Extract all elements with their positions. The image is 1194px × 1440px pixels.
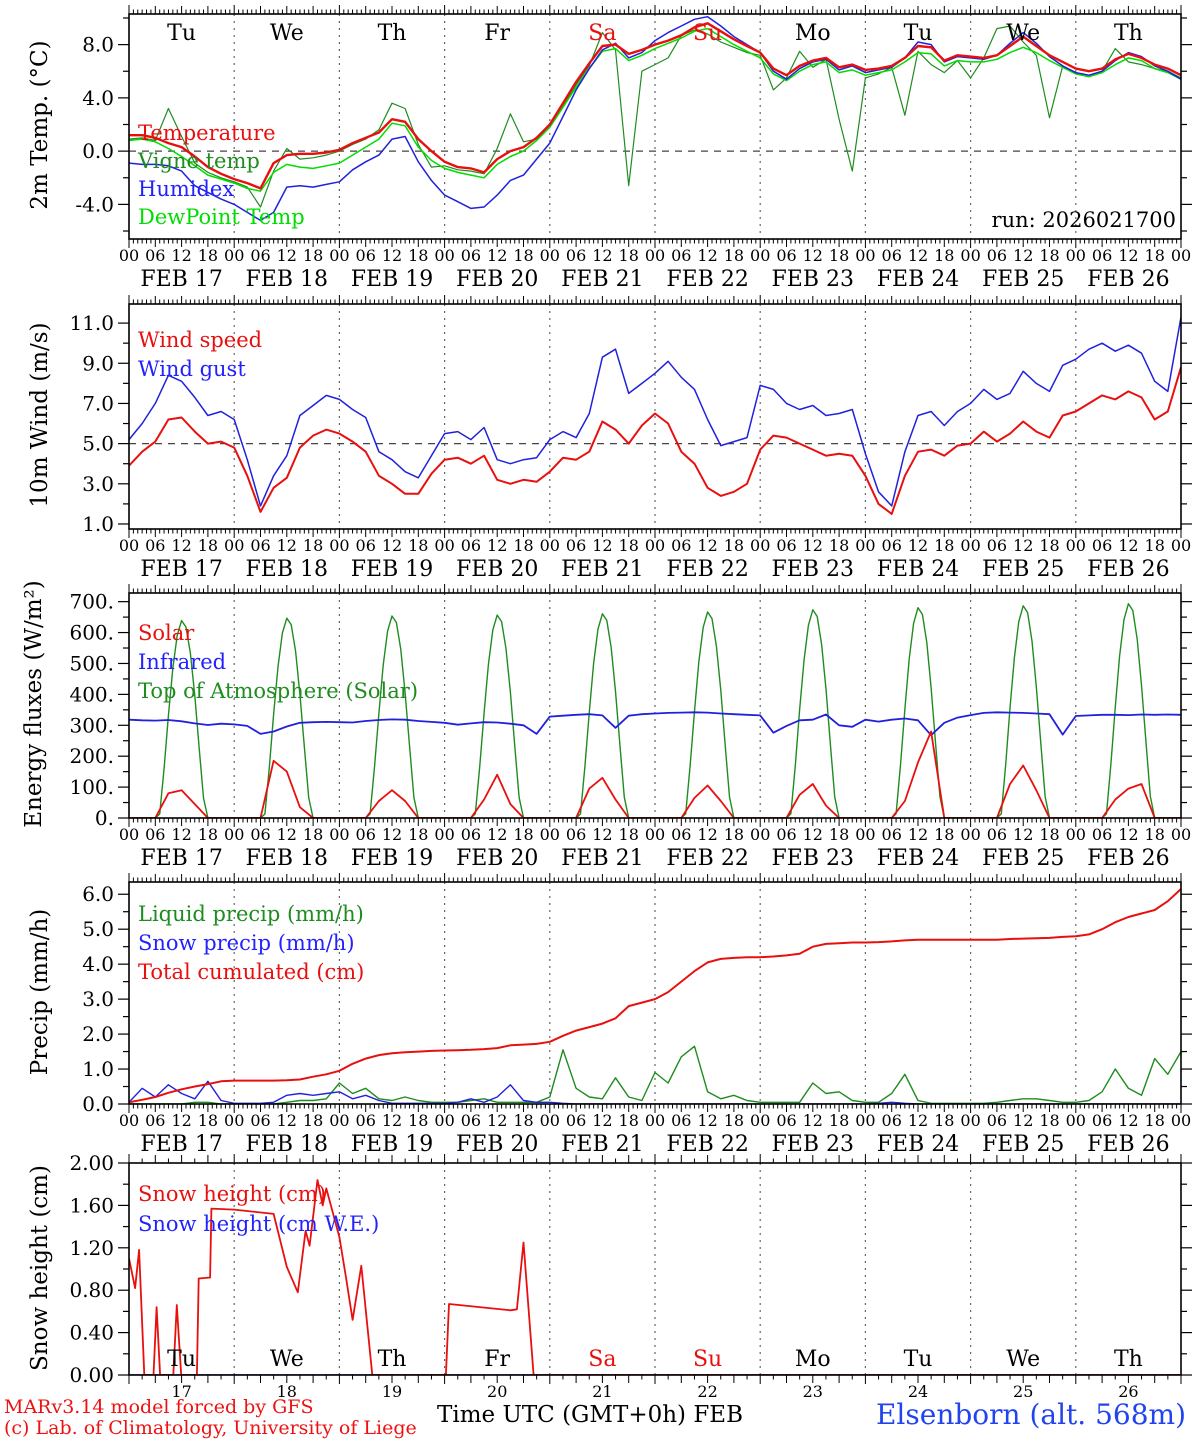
hour-label: 06 <box>355 1111 376 1130</box>
hour-label: 18 <box>408 246 429 265</box>
hour-label: 12 <box>487 246 508 265</box>
y-tick-label: 1.0 <box>82 1057 114 1082</box>
y-tick-label: 11.0 <box>69 311 114 336</box>
hour-label: 18 <box>1144 536 1165 555</box>
date-label: FEB 22 <box>666 267 749 292</box>
hour-label: 18 <box>408 1111 429 1130</box>
y-tick-label: 700. <box>69 589 114 614</box>
y-tick-label: 0.80 <box>69 1278 114 1303</box>
date-label: FEB 23 <box>771 846 855 871</box>
date-label: FEB 24 <box>876 846 960 871</box>
yaxis-title-precip: Precip (mm/h) <box>27 908 53 1076</box>
day-name-label: Mo <box>794 21 831 46</box>
y-tick-label: 5.0 <box>82 431 114 456</box>
hour-label: 06 <box>881 246 902 265</box>
legend-label: Wind gust <box>138 357 246 381</box>
date-label: FEB 21 <box>561 846 644 871</box>
hour-label: 00 <box>750 536 771 555</box>
hour-label: 06 <box>460 536 482 555</box>
hour-label: 06 <box>776 246 797 265</box>
hour-label: 12 <box>697 1111 718 1130</box>
hour-label: 00 <box>118 536 140 555</box>
legend-label: Snow height (cm W.E.) <box>138 1212 380 1236</box>
hour-label: 06 <box>145 246 166 265</box>
hour-label: 12 <box>171 1111 192 1130</box>
date-label: FEB 23 <box>771 267 855 292</box>
hour-label: 18 <box>513 1111 534 1130</box>
day-name-label: Th <box>377 21 407 46</box>
hour-label: 12 <box>697 825 718 844</box>
legend-label: Wind speed <box>138 328 263 352</box>
legend-label: Liquid precip (mm/h) <box>138 902 364 926</box>
hour-label: 06 <box>565 825 587 844</box>
yaxis-title-energy: Energy fluxes (W/m²) <box>21 580 47 828</box>
hour-label: 18 <box>408 536 429 555</box>
date-label: FEB 21 <box>561 557 644 582</box>
hour-label: 12 <box>276 1111 297 1130</box>
hour-label: 12 <box>171 536 192 555</box>
hour-label: 06 <box>986 1111 1008 1130</box>
hour-label: 18 <box>618 1111 639 1130</box>
hour-label: 12 <box>592 246 613 265</box>
y-tick-label: 6.0 <box>82 882 114 907</box>
date-label: FEB 20 <box>455 1132 539 1157</box>
hour-label: 12 <box>1118 246 1139 265</box>
hour-label: 06 <box>355 246 376 265</box>
hour-label: 00 <box>329 1111 350 1130</box>
hour-label: 06 <box>1091 536 1113 555</box>
hour-label: 18 <box>618 536 639 555</box>
hour-label: 12 <box>487 825 508 844</box>
hour-label: 12 <box>907 825 929 844</box>
day-name-label: We <box>1006 1347 1041 1372</box>
model-credit-line: MARv3.14 model forced by GFS <box>4 1396 314 1418</box>
date-label: FEB 19 <box>350 267 434 292</box>
y-tick-label: 1.20 <box>69 1235 114 1260</box>
day-number-label: 19 <box>381 1382 403 1401</box>
hour-label: 12 <box>802 825 823 844</box>
hour-label: 12 <box>592 825 613 844</box>
hour-label: 00 <box>644 1111 666 1130</box>
legend-label: Temperature <box>138 121 276 145</box>
day-name-label: We <box>269 1347 304 1372</box>
hour-label: 12 <box>381 536 403 555</box>
legend-label: Total cumulated (cm) <box>138 960 365 984</box>
hour-label: 12 <box>171 825 192 844</box>
hour-label: 12 <box>1013 246 1034 265</box>
infrared-series-line <box>129 712 1181 735</box>
day-name-label: Th <box>1113 21 1143 46</box>
day-name-label: Fr <box>484 1347 511 1372</box>
date-label: FEB 26 <box>1087 557 1170 582</box>
hour-label: 00 <box>118 825 140 844</box>
y-tick-label: 2.0 <box>82 1022 114 1047</box>
y-tick-label: 0.0 <box>82 1092 114 1116</box>
hour-label: 18 <box>513 246 534 265</box>
y-tick-label: 0. <box>94 806 114 830</box>
day-name-label: We <box>269 21 304 46</box>
day-name-label: Mo <box>794 1347 831 1372</box>
day-name-label: Sa <box>588 21 617 46</box>
hour-label: 18 <box>302 246 324 265</box>
y-tick-label: 4.0 <box>82 952 114 977</box>
hour-label: 00 <box>855 1111 876 1130</box>
y-tick-label: 400. <box>69 682 114 707</box>
hour-label: 00 <box>960 246 981 265</box>
hour-label: 06 <box>460 825 482 844</box>
date-label: FEB 23 <box>771 1132 855 1157</box>
hour-label: 12 <box>1118 536 1139 555</box>
hour-label: 00 <box>539 825 560 844</box>
hour-label: 12 <box>276 246 297 265</box>
legend-label: Humidex <box>138 177 235 201</box>
hour-label: 18 <box>1039 1111 1060 1130</box>
hour-label: 18 <box>723 536 745 555</box>
hour-label: 06 <box>1091 246 1113 265</box>
date-label: FEB 26 <box>1087 846 1170 871</box>
hour-label: 00 <box>434 536 455 555</box>
hour-label: 18 <box>1144 246 1165 265</box>
hour-label: 06 <box>565 536 587 555</box>
date-label: FEB 23 <box>771 557 855 582</box>
hour-label: 00 <box>855 825 876 844</box>
hour-label: 18 <box>934 246 955 265</box>
hour-label: 00 <box>855 246 876 265</box>
hour-label: 12 <box>802 246 823 265</box>
day-number-label: 25 <box>1013 1382 1034 1401</box>
hour-label: 00 <box>960 825 981 844</box>
day-number-label: 18 <box>276 1382 297 1401</box>
hour-label: 18 <box>197 1111 219 1130</box>
date-label: FEB 18 <box>245 846 329 871</box>
hour-label: 06 <box>250 1111 271 1130</box>
y-tick-label: -4.0 <box>75 192 114 217</box>
hour-label: 06 <box>250 536 271 555</box>
hour-label: 00 <box>644 536 666 555</box>
hour-label: 18 <box>723 1111 745 1130</box>
hour-label: 00 <box>855 536 876 555</box>
hour-label: 12 <box>802 536 823 555</box>
hour-label: 06 <box>881 536 902 555</box>
hour-label: 18 <box>618 246 639 265</box>
date-label: FEB 25 <box>981 557 1065 582</box>
date-label: FEB 22 <box>666 557 749 582</box>
date-label: FEB 19 <box>350 1132 434 1157</box>
day-number-label: 24 <box>907 1382 929 1401</box>
hour-label: 18 <box>197 825 219 844</box>
hour-label: 12 <box>276 536 297 555</box>
hour-label: 06 <box>671 825 692 844</box>
day-name-label: Tu <box>167 1347 197 1372</box>
hour-label: 00 <box>750 1111 771 1130</box>
y-tick-label: 0.0 <box>82 139 114 164</box>
date-label: FEB 17 <box>140 1132 223 1157</box>
hour-label: 18 <box>408 825 429 844</box>
day-number-label: 20 <box>487 1382 508 1401</box>
solar-series-line <box>129 732 1181 819</box>
hour-label: 00 <box>644 246 666 265</box>
legend-label: Snow precip (mm/h) <box>138 931 355 955</box>
day-number-label: 26 <box>1118 1382 1139 1401</box>
hour-label: 06 <box>565 246 587 265</box>
hour-label: 12 <box>381 246 403 265</box>
hour-label: 18 <box>1144 1111 1165 1130</box>
day-number-label: 17 <box>171 1382 192 1401</box>
date-label: FEB 25 <box>981 267 1065 292</box>
hour-label: 06 <box>986 536 1008 555</box>
hour-label: 00 <box>960 536 981 555</box>
hour-label: 18 <box>302 825 324 844</box>
hour-label: 00 <box>224 246 245 265</box>
hour-label: 18 <box>197 536 219 555</box>
hour-label: 00 <box>750 825 771 844</box>
hour-label: 00 <box>644 825 666 844</box>
date-label: FEB 20 <box>455 267 539 292</box>
hour-label: 00 <box>224 825 245 844</box>
y-tick-label: 3.0 <box>82 987 114 1012</box>
day-name-label: Sa <box>588 1347 617 1372</box>
date-label: FEB 21 <box>561 1132 644 1157</box>
date-label: FEB 25 <box>981 846 1065 871</box>
hour-label: 00 <box>1170 246 1192 265</box>
hour-label: 06 <box>145 536 166 555</box>
date-label: FEB 25 <box>981 1132 1065 1157</box>
y-tick-label: 7.0 <box>82 391 114 416</box>
y-tick-label: 500. <box>69 651 114 676</box>
hour-label: 00 <box>434 246 455 265</box>
hour-label: 00 <box>1065 246 1086 265</box>
yaxis-title-wind: 10m Wind (m/s) <box>27 322 53 508</box>
day-name-label: Fr <box>484 21 511 46</box>
hour-label: 12 <box>1013 536 1034 555</box>
y-tick-label: 9.0 <box>82 351 114 376</box>
hour-label: 06 <box>250 825 271 844</box>
y-tick-label: 600. <box>69 620 114 645</box>
yaxis-title-snow: Snow height (cm) <box>27 1165 53 1371</box>
day-name-label: Tu <box>903 1347 933 1372</box>
day-number-label: 21 <box>592 1382 613 1401</box>
hour-label: 06 <box>986 825 1008 844</box>
date-label: FEB 19 <box>350 846 434 871</box>
hour-label: 06 <box>986 246 1008 265</box>
day-name-label: Su <box>692 21 723 46</box>
hour-label: 00 <box>750 246 771 265</box>
hour-label: 12 <box>1013 1111 1034 1130</box>
day-name-label: We <box>1006 21 1041 46</box>
hour-label: 18 <box>828 825 850 844</box>
hour-label: 12 <box>1118 1111 1139 1130</box>
hour-label: 12 <box>907 536 929 555</box>
yaxis-title-temp: 2m Temp. (°C) <box>27 40 53 210</box>
date-label: FEB 20 <box>455 557 539 582</box>
hour-label: 00 <box>539 536 560 555</box>
hour-label: 06 <box>881 1111 902 1130</box>
hour-label: 06 <box>776 1111 797 1130</box>
hour-label: 12 <box>171 246 192 265</box>
hour-label: 00 <box>434 825 455 844</box>
day-name-label: Th <box>377 1347 407 1372</box>
hour-label: 18 <box>1039 536 1060 555</box>
hour-label: 00 <box>539 1111 560 1130</box>
hour-label: 18 <box>828 246 850 265</box>
time-axis-title: Time UTC (GMT+0h) FEB <box>437 1402 743 1428</box>
legend-label: Solar <box>138 621 195 645</box>
hour-label: 00 <box>434 1111 455 1130</box>
date-label: FEB 18 <box>245 557 329 582</box>
y-tick-label: 8.0 <box>82 32 114 57</box>
hour-label: 18 <box>1039 825 1060 844</box>
hour-label: 00 <box>1170 825 1192 844</box>
hour-label: 12 <box>1118 825 1139 844</box>
hour-label: 06 <box>1091 1111 1113 1130</box>
y-tick-label: 2.00 <box>69 1151 114 1175</box>
hour-label: 00 <box>118 1111 140 1130</box>
day-number-label: 22 <box>697 1382 718 1401</box>
y-tick-label: 4.0 <box>82 85 114 110</box>
hour-label: 00 <box>118 246 140 265</box>
hour-label: 06 <box>355 536 376 555</box>
hour-label: 12 <box>381 825 403 844</box>
hour-label: 12 <box>276 825 297 844</box>
hour-label: 18 <box>513 536 534 555</box>
date-label: FEB 17 <box>140 267 223 292</box>
hour-label: 00 <box>329 536 350 555</box>
date-label: FEB 18 <box>245 1132 329 1157</box>
hour-label: 00 <box>1065 536 1086 555</box>
date-label: FEB 22 <box>666 846 749 871</box>
y-tick-label: 100. <box>69 775 114 800</box>
hour-label: 00 <box>329 246 350 265</box>
hour-label: 00 <box>539 246 560 265</box>
date-label: FEB 24 <box>876 557 960 582</box>
hour-label: 06 <box>460 246 482 265</box>
hour-label: 18 <box>934 1111 955 1130</box>
day-name-label: Tu <box>167 21 197 46</box>
lab-credit-line: (c) Lab. of Climatology, University of Liege <box>4 1417 417 1439</box>
hour-label: 18 <box>1144 825 1165 844</box>
legend-label: DewPoint Temp <box>138 205 305 229</box>
hour-label: 12 <box>907 1111 929 1130</box>
hour-label: 00 <box>329 825 350 844</box>
date-label: FEB 26 <box>1087 1132 1170 1157</box>
day-name-label: Tu <box>903 21 933 46</box>
date-label: FEB 21 <box>561 267 644 292</box>
vigne-temp-series-line <box>129 26 1181 207</box>
y-tick-label: 5.0 <box>82 917 114 942</box>
y-tick-label: 300. <box>69 713 114 738</box>
legend-label: Vigne temp <box>138 149 260 173</box>
hour-label: 18 <box>828 536 850 555</box>
hour-label: 06 <box>671 1111 692 1130</box>
day-name-label: Su <box>692 1347 723 1372</box>
hour-label: 06 <box>565 1111 587 1130</box>
hour-label: 12 <box>802 1111 823 1130</box>
hour-label: 06 <box>776 536 797 555</box>
hour-label: 06 <box>355 825 376 844</box>
hour-label: 00 <box>960 1111 981 1130</box>
y-tick-label: 1.60 <box>69 1193 114 1218</box>
hour-label: 12 <box>592 536 613 555</box>
hour-label: 18 <box>1039 246 1060 265</box>
date-label: FEB 24 <box>876 267 960 292</box>
hour-label: 18 <box>934 536 955 555</box>
hour-label: 06 <box>250 246 271 265</box>
hour-label: 06 <box>145 825 166 844</box>
date-label: FEB 24 <box>876 1132 960 1157</box>
hour-label: 00 <box>224 536 245 555</box>
day-name-label: Th <box>1113 1347 1143 1372</box>
hour-label: 12 <box>381 1111 403 1130</box>
hour-label: 06 <box>145 1111 166 1130</box>
hour-label: 12 <box>697 536 718 555</box>
hour-label: 00 <box>1170 1111 1192 1130</box>
hour-label: 12 <box>487 1111 508 1130</box>
dewpoint-temp-series-line <box>129 29 1181 192</box>
station-name-label: Elsenborn (alt. 568m) <box>875 1398 1186 1431</box>
hour-label: 18 <box>197 246 219 265</box>
day-number-label: 23 <box>802 1382 823 1401</box>
hour-label: 12 <box>487 536 508 555</box>
hour-label: 12 <box>592 1111 613 1130</box>
date-label: FEB 17 <box>140 557 223 582</box>
legend-label: Snow height (cm) <box>138 1182 327 1206</box>
hour-label: 06 <box>671 246 692 265</box>
hour-label: 18 <box>302 536 324 555</box>
hour-label: 12 <box>907 246 929 265</box>
hour-label: 18 <box>618 825 639 844</box>
date-label: FEB 18 <box>245 267 329 292</box>
legend-label: Top of Atmosphere (Solar) <box>138 679 419 703</box>
date-label: FEB 26 <box>1087 267 1170 292</box>
hour-label: 00 <box>1065 825 1086 844</box>
legend-label: Infrared <box>138 650 227 674</box>
hour-label: 06 <box>776 825 797 844</box>
date-label: FEB 19 <box>350 557 434 582</box>
model-run-label: run: 2026021700 <box>991 208 1176 232</box>
date-label: FEB 22 <box>666 1132 749 1157</box>
hour-label: 12 <box>697 246 718 265</box>
y-tick-label: 0.00 <box>69 1363 114 1387</box>
hour-label: 18 <box>828 1111 850 1130</box>
hour-label: 06 <box>460 1111 482 1130</box>
hour-label: 18 <box>302 1111 324 1130</box>
hour-label: 12 <box>1013 825 1034 844</box>
hour-label: 06 <box>881 825 902 844</box>
hour-label: 06 <box>671 536 692 555</box>
date-label: FEB 17 <box>140 846 223 871</box>
y-tick-label: 200. <box>69 744 114 769</box>
date-label: FEB 20 <box>455 846 539 871</box>
y-tick-label: 1.0 <box>82 511 114 536</box>
y-tick-label: 0.40 <box>69 1320 114 1345</box>
hour-label: 18 <box>934 825 955 844</box>
hour-label: 18 <box>723 246 745 265</box>
hour-label: 00 <box>224 1111 245 1130</box>
hour-label: 06 <box>1091 825 1113 844</box>
hour-label: 18 <box>723 825 745 844</box>
hour-label: 18 <box>513 825 534 844</box>
y-tick-label: 3.0 <box>82 471 114 496</box>
hour-label: 00 <box>1065 1111 1086 1130</box>
hour-label: 00 <box>1170 536 1192 555</box>
